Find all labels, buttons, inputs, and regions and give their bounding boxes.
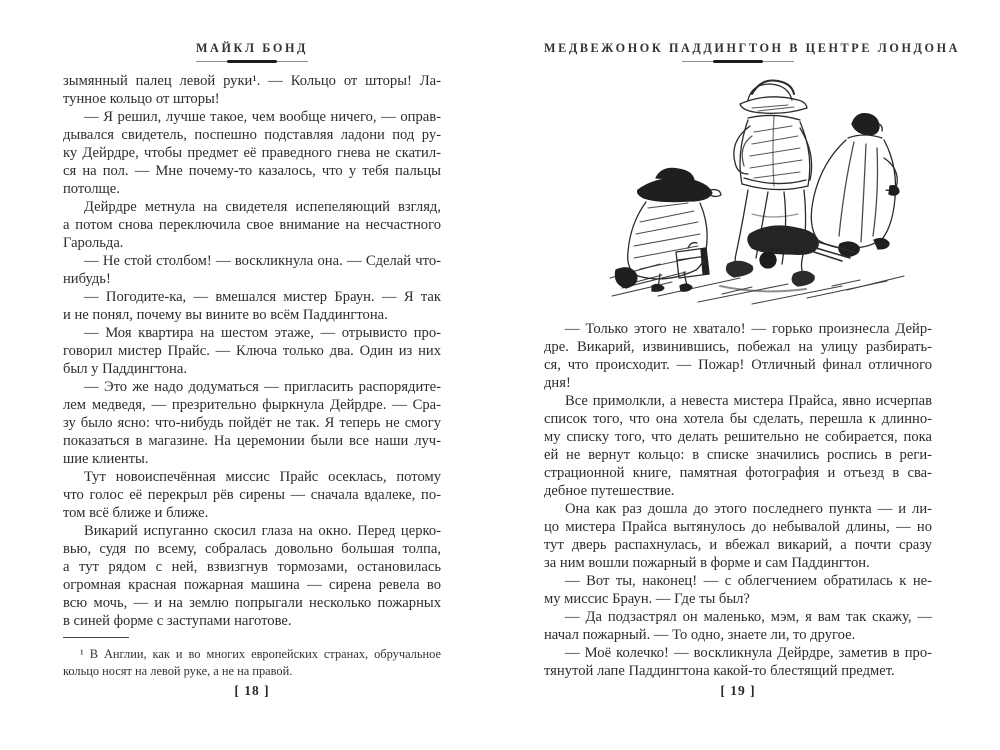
text-line: — Только этого не хватало! — горько произнесла Дейр- xyxy=(565,321,932,337)
text-line: ся, что происходит. — Пожар! Отличный финал отличного xyxy=(544,357,932,373)
text-line: а тут рядом с ней, взвизгнув тормозами, остановилась xyxy=(63,559,441,575)
text-line: тут дверь распахнулась, и вбежал викарий, а почти сразу xyxy=(544,537,932,553)
text-line: страционной книге, памятная фотография и отъезд в сва- xyxy=(544,465,932,481)
page-number-right: [ 19 ] xyxy=(720,683,756,698)
text-line: му миссис Браун. — Где ты был? xyxy=(544,591,750,607)
text-line: начал пожарный. — То одно, знаете ли, то другое. xyxy=(544,627,856,643)
text-line: — Да подзастрял он маленько, мэм, я вам так скажу, — xyxy=(565,609,932,625)
text-line: ей не вернут кольцо: в списке значились роспись в реги- xyxy=(544,447,932,463)
left-text-block xyxy=(63,72,441,630)
robed-figure xyxy=(811,114,899,257)
text-line: цо мистера Прайса вытянулось до небывалой длины, — но xyxy=(544,519,932,535)
text-line: шие клиенты. xyxy=(63,451,149,467)
text-line: Дейрдре метнула на свидетеля испепеляющий взгляд, xyxy=(84,199,441,215)
text-line: зымянный палец левой руки¹. — Кольцо от шторы! Ла- xyxy=(63,73,441,89)
paddington-figure xyxy=(615,168,721,291)
footnote xyxy=(63,637,441,680)
text-line: в синей форме с заступами наготове. xyxy=(63,613,292,629)
text-line: ся на пол. — Мне почему-то казалось, что у тебя пальцы xyxy=(63,163,441,179)
text-line: дня! xyxy=(544,375,571,391)
header-rule xyxy=(682,60,794,63)
text-line: а потом снова переключила свое внимание на несчастного xyxy=(63,217,441,233)
text-line: Все примолкли, а невеста мистера Прайса, явно исчерпав xyxy=(565,393,932,409)
running-header-author: МАЙКЛ БОНД xyxy=(195,41,309,55)
text-line: Гарольда. xyxy=(63,235,124,251)
footnote-lines xyxy=(63,646,441,680)
footnote-rule xyxy=(63,637,129,638)
text-line: — Погодите-ка, — вмешался мистер Браун. — Я так xyxy=(84,289,441,305)
text-line: Викарий испуганно скосил глаза на окно. Перед церко- xyxy=(84,523,441,539)
text-line: говорил мистер Прайс. — Ключа только два. Один из них xyxy=(63,343,441,359)
header-rule xyxy=(196,60,308,63)
text-line: всю мочь, — и на землю попрыгали несколько пожарных xyxy=(63,595,441,611)
text-line: — Вот ты, наконец! — с облегчением обратилась к не- xyxy=(565,573,932,589)
text-line: зу было ясно: что-нибудь пойдёт не так. Я теперь не смогу xyxy=(63,415,441,431)
text-line: потолще. xyxy=(63,181,120,197)
left-page xyxy=(63,0,441,750)
right-text-block xyxy=(544,320,932,680)
text-line: Она как раз дошла до этого последнего пункта — и ли- xyxy=(565,501,932,517)
text-line: ¹ В Англии, как и во многих европейских странах, обручальное xyxy=(80,647,441,661)
text-line: — Я решил, лучше такое, чем вообще ничего, — оправ- xyxy=(84,109,441,125)
text-line: — Не стой столбом! — воскликнула она. — Сделай что- xyxy=(84,253,441,269)
ground-hatching xyxy=(610,264,904,304)
text-line: и не понял, почему вы вините во всём Паддингтона. xyxy=(63,307,388,323)
text-line: что голос её перекрыл рёв сирены — сначала вдалеке, по- xyxy=(63,487,441,503)
text-line: за ним вошли пожарный в форме и сам Паддингтон. xyxy=(544,555,870,571)
text-line: дре. Викарий, извинившись, побежал на улицу разбирать- xyxy=(544,339,932,355)
text-line: кольцо носят на левой руке, а не на правой. xyxy=(63,664,293,678)
text-line: показаться в магазине. На церемонии были все наши луч- xyxy=(63,433,441,449)
text-line: Тут новоиспечённая миссис Прайс осеклась, потому xyxy=(84,469,441,485)
text-line: огромная красная пожарная машина — сирена ревела во xyxy=(63,577,441,593)
page-number-left: [ 18 ] xyxy=(234,683,270,698)
paddington-fireman-illustration xyxy=(602,74,932,314)
text-line: — Моя квартира на шестом этаже, — отрывисто про- xyxy=(84,325,441,341)
text-line: нибудь! xyxy=(63,271,111,287)
text-line: дывался свидетель, поспешно подставляя ладони под ру- xyxy=(63,127,441,143)
text-line: — Моё колечко! — воскликнула Дейрдре, заметив в про- xyxy=(565,645,932,661)
text-line: том всё ближе и ближе. xyxy=(63,505,209,521)
text-line: му списку того, что делать решительно не собирается, пока xyxy=(544,429,932,445)
text-line: ку Дейрдре, чтобы предмет её праведного гнева не скатил- xyxy=(63,145,441,161)
text-line: список того, что она хотела бы сделать, перешла к длинно- xyxy=(544,411,932,427)
text-line: вью, судя по всему, собралась довольно большая толпа, xyxy=(63,541,441,557)
text-line: дебное путешествие. xyxy=(544,483,675,499)
running-header-title: МЕДВЕЖОНОК ПАДДИНГТОН В ЦЕНТРЕ ЛОНДОНА xyxy=(544,41,961,55)
text-line: был у Паддингтона. xyxy=(63,361,187,377)
text-line: — Это же надо додуматься — пригласить распорядите- xyxy=(84,379,441,395)
text-line: тянутой лапе Паддингтона какой-то блестящий предмет. xyxy=(544,663,895,679)
text-line: тунное кольцо от шторы! xyxy=(63,91,220,107)
right-page xyxy=(544,0,961,750)
hose-bundle xyxy=(748,226,854,268)
text-line: лем медведя, — презрительно фыркнула Дейрдре. — Сра- xyxy=(63,397,441,413)
